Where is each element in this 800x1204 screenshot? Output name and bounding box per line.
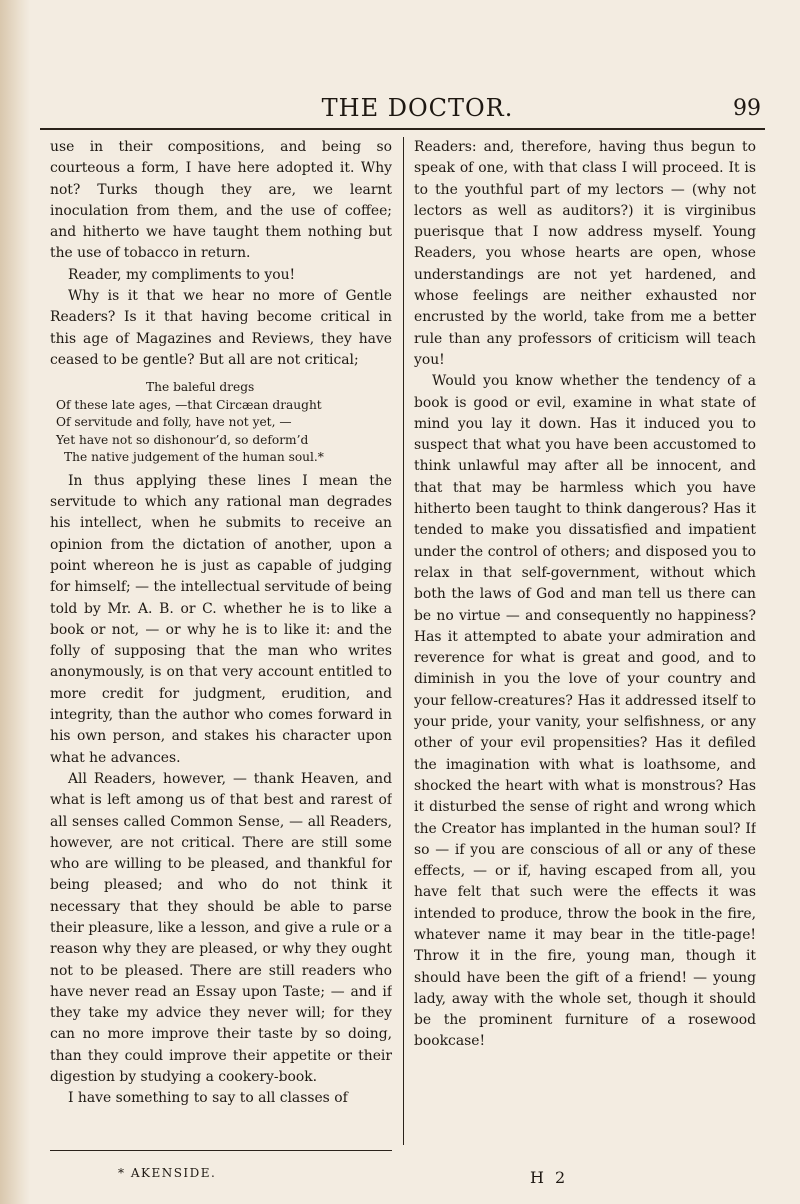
paragraph: All Readers, however, — thank Heaven, and what is left among us of that best and rarest of all senses called Common Sense, — all Readers, however, are not critical. There are still some who are willing to be pleased, and thankful for being pleased; and who do not think it necessary that they should be able to parse their pleasure, like a lesson, and give a rule or a reason why they are pleased, or why they ought not to be pleased. There are still readers who have never read an Essay upon Taste; — and if they take my advice they never will; for they can no more improve their taste by so doing, than they could improve their appetite or their digestion by studying a cookery-book. <box>50 770 392 1086</box>
paragraph: In thus applying these lines I mean the servitude to which any rational man degrades his intellect, when he submits to receive an opinion from the dictation of another, upon a point whereon he is just as capable of judging for himself; — the intellectual servitude of being told by Mr. A. B. or C. whether he is to like a book or not, — or why he is to like it: and the folly of supposing that the man who writes anonymously, is on that very account entitled to more credit for judgment, erudition, and integrity, than the author who comes forward in his own person, and stakes his character upon what he advances. <box>50 472 392 766</box>
page-number: 99 <box>733 96 761 121</box>
right-column <box>414 137 756 1142</box>
paragraph: I have something to say to all classes of <box>68 1090 348 1107</box>
verse-line: Yet have not so dishonour’d, so deform’d <box>56 432 309 447</box>
verse-line: The baleful dregs <box>146 380 255 395</box>
verse-line: Of these late ages, —that Circæan draught <box>56 397 322 412</box>
verse-line: Of servitude and folly, have not yet, — <box>56 415 292 430</box>
paragraph: Reader, my compliments to you! <box>68 266 296 283</box>
page-header <box>40 93 765 127</box>
header-rule <box>40 128 765 130</box>
signature-mark: H 2 <box>530 1168 569 1187</box>
footnote-rule <box>50 1150 392 1151</box>
footnote: * AKENSIDE. <box>118 1166 217 1180</box>
paragraph: use in their compositions, and being so courteous a form, I have here adopted it. Why not? Turks though they are, we learnt inoculation from them, and the use of coffee; and hitherto we have taught them nothing but the use of tobacco in return. <box>50 139 392 262</box>
paragraph: Readers: and, therefore, having thus begun to speak of one, with that class I will proceed. It is to the youthful part of my lectors — (why not lectors as well as auditors?) it is virginibus puerisque that I now address myself. Young Readers, you whose hearts are open, whose understandings are not yet hardened, and whose feelings are neither exhausted nor encrusted by the world, take from me a better rule than any professors of criticism will teach you! <box>414 139 756 368</box>
left-column <box>50 137 392 1142</box>
quoted-verse <box>56 379 392 467</box>
verse-line: The native judgement of the human soul.* <box>64 450 324 465</box>
paragraph: Would you know whether the tendency of a book is good or evil, examine in what state of mind you lay it down. Has it induced you to suspect that what you have been accustomed to think unlawful may after all be innocent, and that that may be harmless which you have hitherto been taught to think dangerous? Has it tended to make you dissatisfied and impatient under the control of others; and disposed you to relax in that self-government, without which both the laws of God and man tell us there can be no virtue — and consequently no happiness? Has it attempted to abate your admiration and reverence for what is great and good, and to diminish in you the love of your country and your fellow-creatures? Has it addressed itself to your pride, your vanity, your selfishness, or any other of your evil propensities? Has it defiled the imagination with what is loathsome, and shocked the heart with what is monstrous? Has it disturbed the sense of right and wrong which the Creator has implanted in the human soul? If so — if you are conscious of all or any of these effects, — or if, having escaped from all, you have felt that such were the effects it was intended to produce, throw the book in the fire, whatever name it may bear in the title-page! Throw it in the fire, young man, though it should have been the gift of a friend! — young lady, away with the whole set, though it should be the prominent furniture of a rosewood bookcase! <box>414 373 756 1050</box>
page-edge <box>0 0 30 1204</box>
column-divider <box>403 137 404 1145</box>
paragraph: Why is it that we hear no more of Gentle Readers? Is it that having become critical in this age of Magazines and Reviews, they have ceased to be gentle? But all are not critical; <box>50 288 392 368</box>
running-title: THE DOCTOR. <box>321 94 514 122</box>
